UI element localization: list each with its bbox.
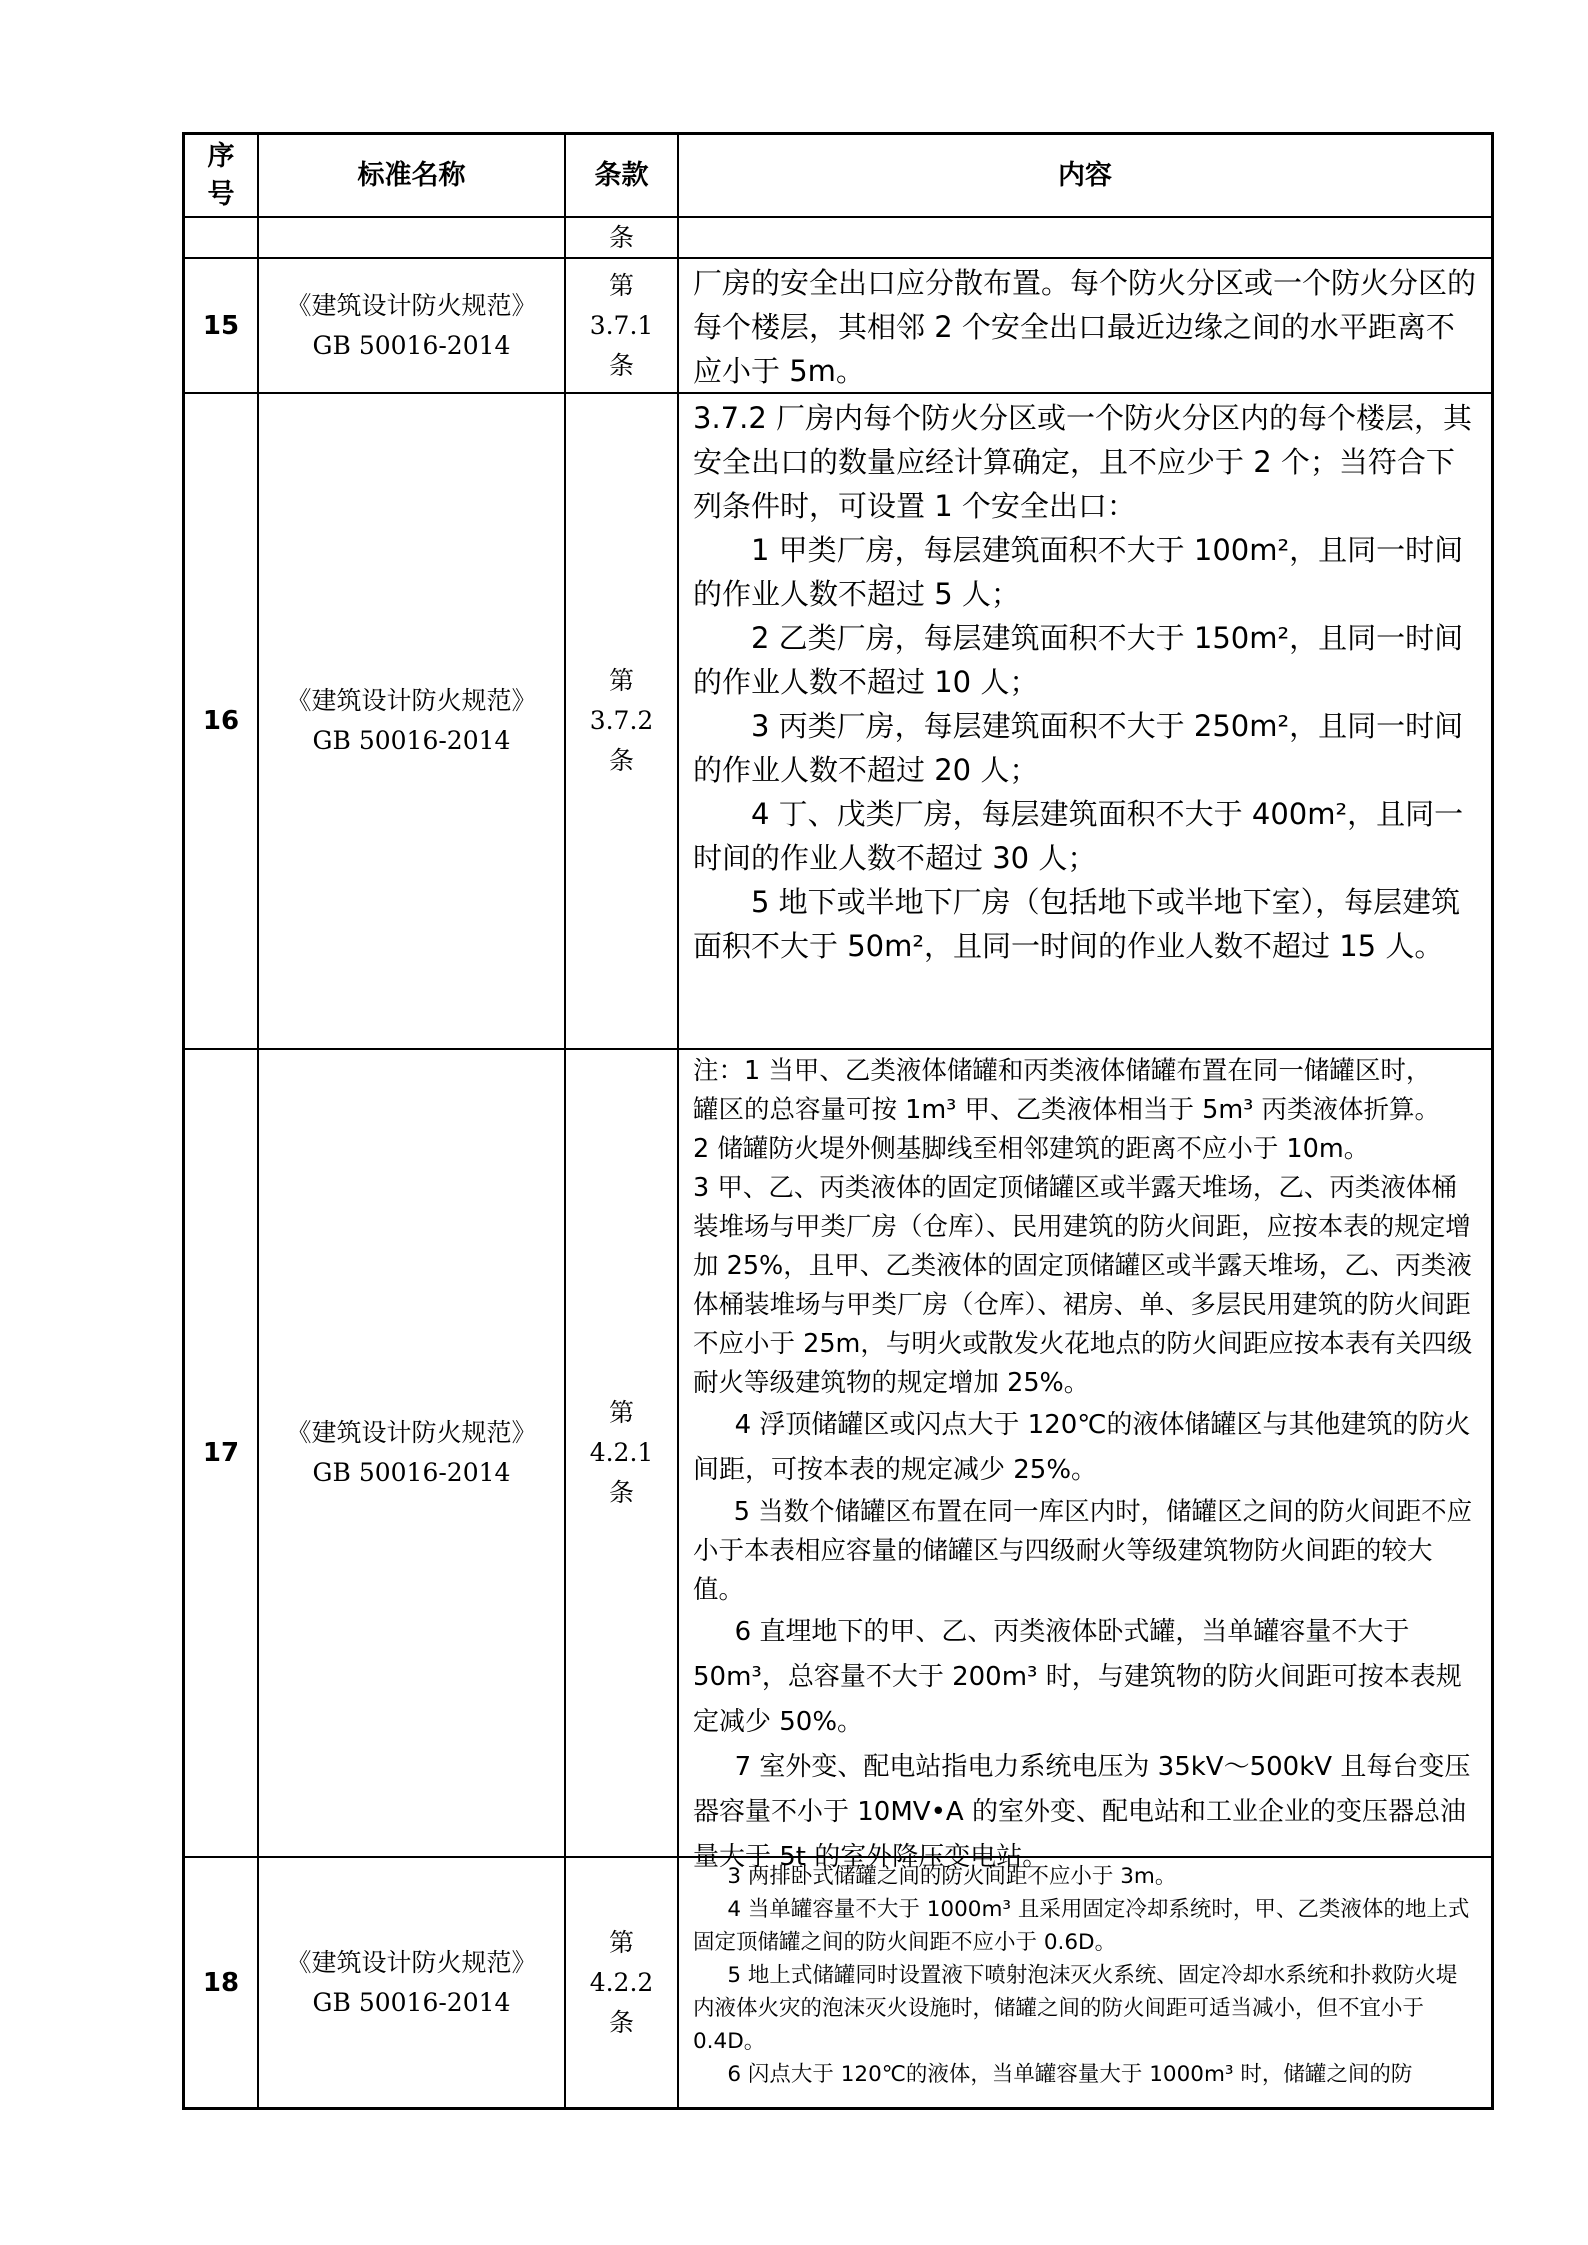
header-content: 内容 (1058, 159, 1112, 191)
clause-number: 第 3.7.1 条 (589, 270, 654, 380)
content-paragraph: 3 丙类厂房，每层建筑面积不大于 250m²，且同一时间的作业人数不超过 20 人； (693, 709, 1464, 787)
content-paragraph: 2 乙类厂房，每层建筑面积不大于 150m²，且同一时间的作业人数不超过 10 人； (693, 621, 1464, 699)
content-paragraph: 7 室外变、配电站指电力系统电压为 35kV～500kV 且每台变压器容量不小于 10MV•A 的室外变、配电站和工业企业的变压器总油量大于 5t 的室外降压变电站。 (693, 1752, 1471, 1872)
content-paragraph: 1 甲类厂房，每层建筑面积不大于 100m²，且同一时间的作业人数不超过 5 人； (693, 533, 1464, 611)
header-standard-name: 标准名称 (357, 159, 466, 191)
row-number: 18 (202, 1967, 240, 1998)
content-paragraph: 2 储罐防火堤外侧基脚线至相邻建筑的距离不应小于 10m。 (693, 1134, 1370, 1164)
row-number: 15 (202, 310, 240, 341)
header-clause: 条款 (594, 159, 649, 191)
standard-name: 《建筑设计防火规范》 GB 50016-2014 (286, 1947, 537, 2017)
row-number: 17 (202, 1438, 240, 1468)
content-paragraph: 5 当数个储罐区布置在同一库区内时，储罐区之间的防火间距不应小于本表相应容量的储罐区与四级耐火等级建筑物防火间距的较大值。 (693, 1497, 1473, 1605)
content-paragraph: 3.7.2 厂房内每个防火分区或一个防火分区内的每个楼层，其安全出口的数量应经计算确定，且不应少于 2 个；当符合下列条件时，可设置 1 个安全出口： (693, 401, 1473, 523)
content-paragraph: 6 直埋地下的甲、乙、丙类液体卧式罐，当单罐容量不大于 50m³，总容量不大于 200m³ 时，与建筑物的防火间距可按本表规定减少 50%。 (693, 1617, 1462, 1737)
standard-name: 《建筑设计防火规范》 GB 50016-2014 (286, 686, 537, 755)
header-no: 序 号 (207, 140, 235, 210)
standard-name: 《建筑设计防火规范》 GB 50016-2014 (286, 290, 537, 360)
content-paragraph: 罐区的总容量可按 1m³ 甲、乙类液体相当于 5m³ 丙类液体折算。 (693, 1095, 1440, 1125)
content-paragraph: 4 丁、戊类厂房，每层建筑面积不大于 400m²，且同一时间的作业人数不超过 30 人； (693, 797, 1464, 875)
content-cell (679, 1050, 1491, 1872)
content-paragraph: 4 浮顶储罐区或闪点大于 120℃的液体储罐区与其他建筑的防火间距，可按本表的规定减少 25%。 (693, 1410, 1471, 1485)
content-cell (679, 394, 1491, 1048)
row-number: 16 (202, 706, 240, 736)
content-paragraph: 5 地下或半地下厂房（包括地下或半地下室），每层建筑面积不大于 50m²，且同一时间的作业人数不超过 15 人。 (693, 885, 1461, 963)
content-paragraph: 厂房的安全出口应分散布置。每个防火分区或一个防火分区的每个楼层，其相邻 2 个安全出口最近边缘之间的水平距离不应小于 5m。 (693, 266, 1477, 388)
content-paragraph: 5 地上式储罐同时设置液下喷射泡沫灭火系统、固定冷却水系统和扑救防火堤内液体火灾的泡沫灭火设施时，储罐之间的防火间距可适当减小，但不宜小于 0.4D。 (693, 1963, 1458, 2054)
content-paragraph: 6 闪点大于 120℃的液体，当单罐容量大于 1000m³ 时，储罐之间的防 (727, 2062, 1413, 2087)
row-divider (182, 216, 1494, 218)
standard-name: 《建筑设计防火规范》 GB 50016-2014 (286, 1418, 537, 1487)
clause-number: 第 4.2.2 条 (589, 1927, 654, 2037)
clause-number: 第 4.2.1 条 (589, 1398, 654, 1507)
clause-number: 第 3.7.2 条 (589, 666, 654, 775)
content-paragraph: 3 甲、乙、丙类液体的固定顶储罐区或半露天堆场，乙、丙类液体桶装堆场与甲类厂房（仓库）、民用建筑的防火间距，应按本表的规定增加 25%，且甲、乙类液体的固定顶储罐区或半露天堆场，乙、丙类液体桶装堆场与甲类厂房（仓库）、裙房、单、多层民用建筑的防火间距不应小于 25m，与明火或散发火花地点的防火间距应按本表有关四级耐火等级建筑物的规定增加 25%。 (693, 1173, 1473, 1398)
content-paragraph: 4 当单罐容量不大于 1000m³ 且采用固定冷却系统时，甲、乙类液体的地上式固定顶储罐之间的防火间距不应小于 0.6D。 (693, 1897, 1470, 1955)
content-cell (679, 259, 1491, 392)
content-paragraph: 3 两排卧式储罐之间的防火间距不应小于 3m。 (727, 1864, 1177, 1889)
content-cell (679, 1858, 1491, 2107)
clause-continuation: 条 (608, 222, 634, 252)
content-paragraph: 注：1 当甲、乙类液体储罐和丙类液体储罐布置在同一储罐区时， (693, 1056, 1432, 1086)
